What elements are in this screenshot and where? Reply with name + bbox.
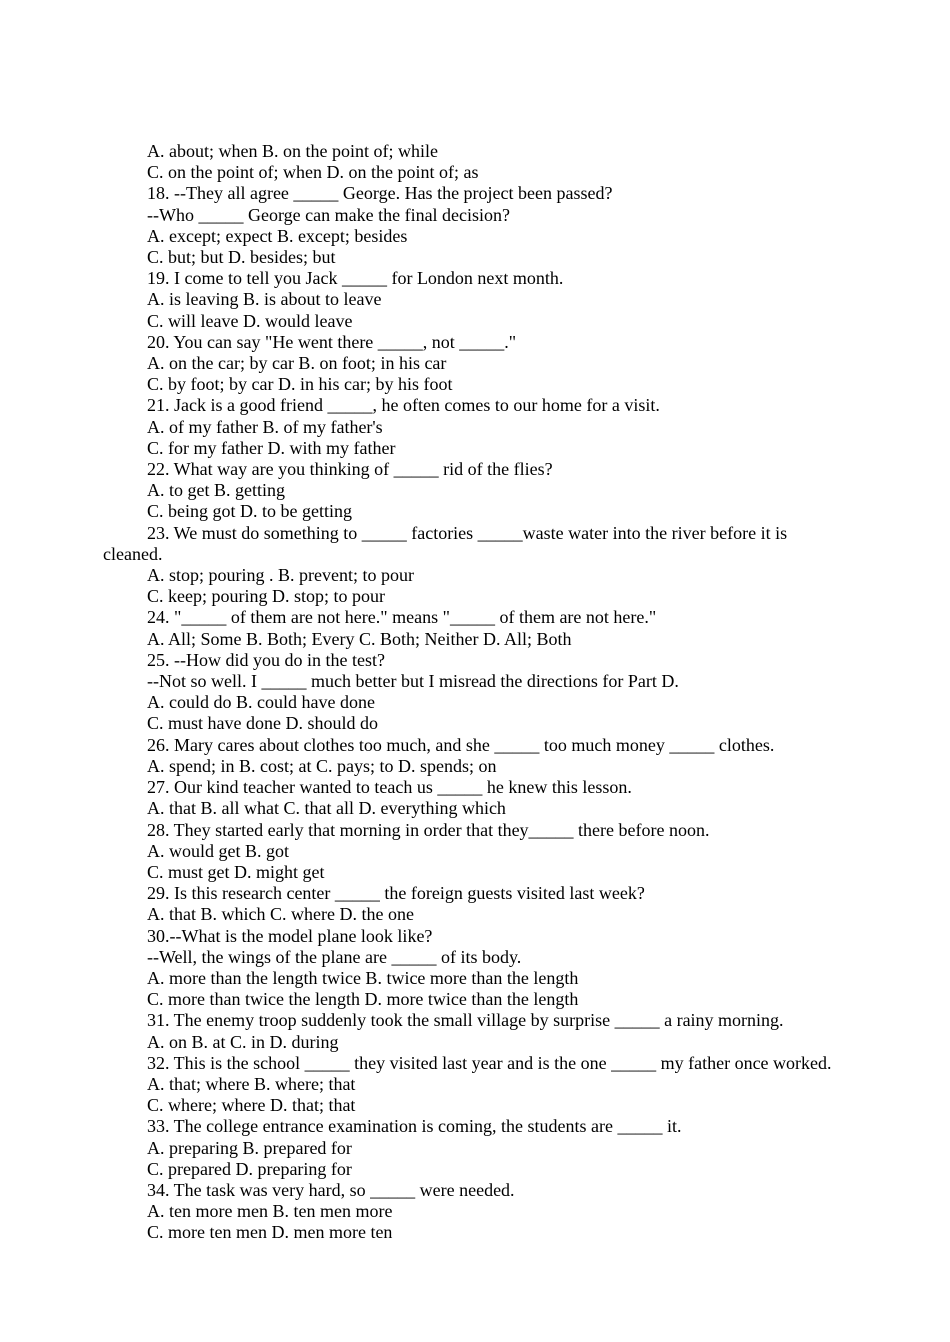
answer-options-33-cd: C. prepared D. preparing for	[147, 1158, 352, 1179]
answer-options-20-cd: C. by foot; by car D. in his car; by his foot	[147, 374, 453, 395]
answer-options-29: A. that B. which C. where D. the one	[147, 904, 414, 925]
question-30: 30.--What is the model plane look like?	[147, 925, 433, 946]
question-25: 25. --How did you do in the test?	[147, 649, 385, 670]
answer-options-32-ab: A. that; where B. where; that	[147, 1073, 356, 1094]
question-33: 33. The college entrance examination is coming, the students are _____ it.	[147, 1116, 682, 1137]
answer-options-19-cd: C. will leave D. would leave	[147, 310, 353, 331]
question-21: 21. Jack is a good friend _____, he often comes to our home for a visit.	[147, 395, 660, 416]
question-29: 29. Is this research center _____ the foreign guests visited last week?	[147, 883, 645, 904]
answer-options-34-ab: A. ten more men B. ten men more	[147, 1201, 393, 1222]
answer-options-23-ab: A. stop; pouring . B. prevent; to pour	[147, 565, 414, 586]
question-26: 26. Mary cares about clothes too much, and she _____ too much money _____ clothes.	[147, 734, 775, 755]
question-32: 32. This is the school _____ they visited last year and is the one _____ my father once worked.	[147, 1052, 832, 1073]
answer-options-22-ab: A. to get B. getting	[147, 480, 285, 501]
question-18-dialogue: --Who _____ George can make the final decision?	[147, 204, 511, 225]
question-30-dialogue: --Well, the wings of the plane are _____ of its body.	[147, 946, 522, 967]
answer-options-33-ab: A. preparing B. prepared for	[147, 1137, 352, 1158]
answer-options-30-cd: C. more than twice the length D. more twice than the length	[147, 989, 579, 1010]
answer-options-18-cd: C. but; but D. besides; but	[147, 247, 336, 268]
question-31: 31. The enemy troop suddenly took the small village by surprise _____ a rainy morning.	[147, 1010, 784, 1031]
answer-options-22-cd: C. being got D. to be getting	[147, 501, 352, 522]
answer-options-28-ab: A. would get B. got	[147, 840, 289, 861]
answer-options-21-ab: A. of my father B. of my father's	[147, 416, 383, 437]
question-18: 18. --They all agree _____ George. Has the project been passed?	[147, 183, 613, 204]
answer-options-27: A. that B. all what C. that all D. everything which	[147, 798, 506, 819]
question-25-dialogue: --Not so well. I _____ much better but I misread the directions for Part D.	[147, 671, 679, 692]
question-20: 20. You can say "He went there _____, not _____."	[147, 331, 517, 352]
answer-options-19-ab: A. is leaving B. is about to leave	[147, 289, 382, 310]
answer-options-17-cd: C. on the point of; when D. on the point of; as	[147, 162, 479, 183]
answer-options-18-ab: A. except; expect B. except; besides	[147, 225, 408, 246]
answer-options-28-cd: C. must get D. might get	[147, 861, 325, 882]
answer-options-20-ab: A. on the car; by car B. on foot; in his car	[147, 353, 447, 374]
answer-options-17-ab: A. about; when B. on the point of; while	[147, 141, 438, 161]
question-27: 27. Our kind teacher wanted to teach us _____ he knew this lesson.	[147, 777, 632, 798]
question-24: 24. "_____ of them are not here." means "_____ of them are not here."	[147, 607, 657, 628]
question-22: 22. What way are you thinking of _____ rid of the flies?	[147, 459, 553, 480]
answer-options-25-ab: A. could do B. could have done	[147, 692, 375, 713]
question-list	[103, 141, 843, 1244]
question-28: 28. They started early that morning in order that they_____ there before noon.	[147, 819, 710, 840]
question-23: 23. We must do something to _____ factories _____waste water into the river before it is cleaned.	[103, 522, 788, 564]
answer-options-23-cd: C. keep; pouring D. stop; to pour	[147, 586, 385, 607]
answer-options-25-cd: C. must have done D. should do	[147, 713, 378, 734]
answer-options-21-cd: C. for my father D. with my father	[147, 437, 396, 458]
answer-options-24: A. All; Some B. Both; Every C. Both; Neither D. All; Both	[147, 628, 572, 649]
answer-options-26: A. spend; in B. cost; at C. pays; to D. spends; on	[147, 755, 497, 776]
answer-options-31: A. on B. at C. in D. during	[147, 1031, 339, 1052]
question-34: 34. The task was very hard, so _____ were needed.	[147, 1179, 515, 1200]
answer-options-34-cd: C. more ten men D. men more ten	[147, 1222, 393, 1243]
answer-options-32-cd: C. where; where D. that; that	[147, 1095, 356, 1116]
question-19: 19. I come to tell you Jack _____ for London next month.	[147, 268, 564, 289]
answer-options-30-ab: A. more than the length twice B. twice more than the length	[147, 967, 579, 988]
